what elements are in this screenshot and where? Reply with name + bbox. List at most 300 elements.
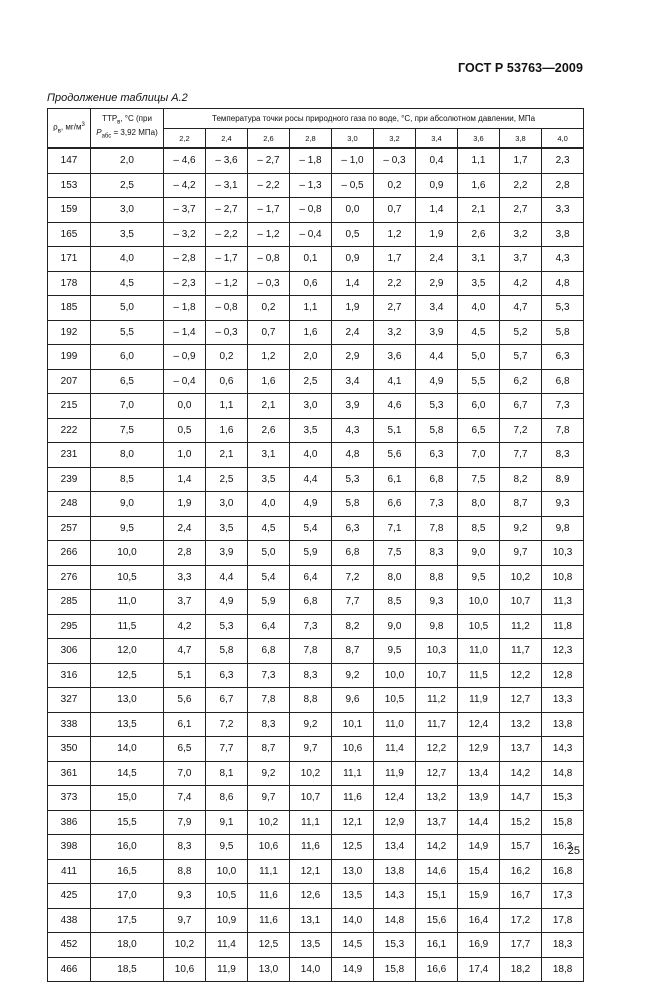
dew-point-cell: 4,2	[164, 614, 206, 639]
dew-point-cell: 1,9	[332, 296, 374, 321]
dew-point-cell: 17,8	[542, 908, 584, 933]
dew-point-cell: 5,1	[164, 663, 206, 688]
dew-point-cell: 9,7	[290, 737, 332, 762]
concentration-cell: 361	[48, 761, 91, 786]
dew-point-cell: 2,7	[500, 198, 542, 223]
dew-point-cell: – 3,2	[164, 222, 206, 247]
concentration-cell: 386	[48, 810, 91, 835]
dew-point-cell: 7,5	[374, 541, 416, 566]
dew-point-cell: – 1,0	[332, 148, 374, 173]
dew-point-cell: 10,6	[164, 957, 206, 982]
dew-point-cell: 11,6	[290, 835, 332, 860]
dew-point-cell: – 2,8	[164, 247, 206, 272]
hydrocarbon-dew-point-cell: 13,0	[91, 688, 164, 713]
hydrocarbon-dew-point-cell: 18,0	[91, 933, 164, 958]
dew-point-cell: 4,7	[164, 639, 206, 664]
dew-point-cell: 13,8	[542, 712, 584, 737]
hydrocarbon-dew-point-cell: 8,5	[91, 467, 164, 492]
hydrocarbon-dew-point-cell: 2,5	[91, 173, 164, 198]
dew-point-cell: 2,1	[248, 394, 290, 419]
dew-point-cell: 4,4	[416, 345, 458, 370]
table-row	[48, 590, 584, 615]
dew-point-cell: 17,3	[542, 884, 584, 909]
dew-point-cell: 8,7	[332, 639, 374, 664]
concentration-cell: 411	[48, 859, 91, 884]
dew-point-cell: 5,8	[206, 639, 248, 664]
dew-point-cell: 13,4	[374, 835, 416, 860]
dew-point-cell: 7,4	[164, 786, 206, 811]
dew-point-cell: 1,9	[164, 492, 206, 517]
dew-point-cell: 2,1	[458, 198, 500, 223]
hydrocarbon-dew-point-cell: 17,0	[91, 884, 164, 909]
table-row	[48, 148, 584, 173]
dew-point-cell: 14,0	[332, 908, 374, 933]
dew-point-cell: – 1,7	[206, 247, 248, 272]
dew-point-cell: 8,5	[374, 590, 416, 615]
dew-point-cell: 6,3	[332, 516, 374, 541]
concentration-cell: 171	[48, 247, 91, 272]
pressure-header-cell: 3,4	[416, 129, 458, 149]
dew-point-cell: 1,6	[290, 320, 332, 345]
dew-point-cell: 8,7	[500, 492, 542, 517]
hydrocarbon-dew-point-cell: 10,5	[91, 565, 164, 590]
dew-point-cell: 1,6	[206, 418, 248, 443]
dew-point-cell: 11,6	[248, 884, 290, 909]
hydrocarbon-dew-point-cell: 14,0	[91, 737, 164, 762]
dew-point-cell: 11,2	[416, 688, 458, 713]
hydrocarbon-dew-point-cell: 15,5	[91, 810, 164, 835]
dew-point-cell: – 0,8	[290, 198, 332, 223]
dew-point-cell: 10,6	[332, 737, 374, 762]
dew-point-cell: 5,8	[542, 320, 584, 345]
dew-point-cell: 0,5	[332, 222, 374, 247]
dew-point-cell: 6,1	[164, 712, 206, 737]
hydrocarbon-dew-point-cell: 4,0	[91, 247, 164, 272]
concentration-cell: 438	[48, 908, 91, 933]
table-row	[48, 443, 584, 468]
dew-point-cell: 9,3	[164, 884, 206, 909]
dew-point-cell: 1,2	[374, 222, 416, 247]
dew-point-cell: 7,2	[332, 565, 374, 590]
dew-point-cell: 16,2	[500, 859, 542, 884]
dew-point-cell: 4,0	[248, 492, 290, 517]
concentration-cell: 165	[48, 222, 91, 247]
table-row	[48, 394, 584, 419]
dew-point-cell: 0,4	[416, 148, 458, 173]
dew-point-cell: 3,4	[332, 369, 374, 394]
dew-point-cell: 4,5	[248, 516, 290, 541]
dew-point-cell: – 0,5	[332, 173, 374, 198]
dew-point-cell: 9,7	[248, 786, 290, 811]
hydrocarbon-dew-point-cell: 7,0	[91, 394, 164, 419]
dew-point-cell: 11,3	[542, 590, 584, 615]
dew-point-cell: 1,0	[164, 443, 206, 468]
dew-point-cell: 7,2	[500, 418, 542, 443]
dew-point-cell: 5,4	[248, 565, 290, 590]
dew-point-cell: 6,6	[374, 492, 416, 517]
concentration-cell: 222	[48, 418, 91, 443]
dew-point-cell: 9,7	[164, 908, 206, 933]
dew-point-cell: 14,3	[374, 884, 416, 909]
dew-point-cell: 1,9	[416, 222, 458, 247]
dew-point-cell: 6,3	[416, 443, 458, 468]
dew-point-cell: 13,5	[290, 933, 332, 958]
dew-point-cell: 10,2	[500, 565, 542, 590]
dew-point-cell: 4,2	[500, 271, 542, 296]
dew-point-cell: 6,8	[542, 369, 584, 394]
header-concentration: $\rho_в$, $мг/м^3$	[48, 109, 91, 149]
dew-point-cell: 6,8	[332, 541, 374, 566]
dew-point-cell: 12,7	[416, 761, 458, 786]
concentration-cell: 306	[48, 639, 91, 664]
dew-point-cell: 0,1	[290, 247, 332, 272]
dew-point-cell: 9,6	[332, 688, 374, 713]
dew-point-cell: – 1,4	[164, 320, 206, 345]
dew-point-cell: 13,2	[416, 786, 458, 811]
table-row	[48, 810, 584, 835]
dew-point-cell: 8,3	[248, 712, 290, 737]
dew-point-cell: – 2,2	[248, 173, 290, 198]
dew-point-cell: 1,7	[500, 148, 542, 173]
dew-point-cell: – 1,2	[248, 222, 290, 247]
dew-point-cell: 0,0	[164, 394, 206, 419]
table-row	[48, 712, 584, 737]
header-dew-point-by-pressure: Температура точки росы природного газа по воде, °С, при абсолютном давлении, МПа	[164, 109, 584, 129]
dew-point-cell: 3,9	[416, 320, 458, 345]
concentration-cell: 178	[48, 271, 91, 296]
dew-point-cell: 7,3	[416, 492, 458, 517]
dew-point-cell: 4,4	[206, 565, 248, 590]
dew-point-cell: 5,1	[374, 418, 416, 443]
dew-point-cell: 9,2	[290, 712, 332, 737]
dew-point-cell: 11,7	[416, 712, 458, 737]
dew-point-cell: 9,2	[500, 516, 542, 541]
dew-point-cell: 11,7	[500, 639, 542, 664]
dew-point-cell: 10,0	[374, 663, 416, 688]
dew-point-cell: 3,2	[500, 222, 542, 247]
dew-point-cell: 1,4	[416, 198, 458, 223]
dew-point-cell: 3,0	[290, 394, 332, 419]
dew-point-cell: 0,2	[374, 173, 416, 198]
dew-point-cell: 3,5	[248, 467, 290, 492]
dew-point-cell: 4,1	[374, 369, 416, 394]
concentration-cell: 338	[48, 712, 91, 737]
table-row	[48, 639, 584, 664]
dew-point-cell: 11,9	[374, 761, 416, 786]
dew-point-cell: 7,0	[164, 761, 206, 786]
document-code: ГОСТ Р 53763—2009	[457, 61, 583, 75]
dew-point-cell: 8,0	[458, 492, 500, 517]
dew-point-cell: 1,4	[332, 271, 374, 296]
dew-point-cell: 10,5	[458, 614, 500, 639]
dew-point-cell: 11,2	[500, 614, 542, 639]
dew-point-cell: 14,3	[542, 737, 584, 762]
dew-point-cell: 10,2	[164, 933, 206, 958]
dew-point-cell: 12,4	[458, 712, 500, 737]
dew-point-cell: 1,2	[248, 345, 290, 370]
dew-point-cell: 9,5	[206, 835, 248, 860]
concentration-cell: 147	[48, 148, 91, 173]
dew-point-cell: 6,7	[206, 688, 248, 713]
dew-point-cell: 7,0	[458, 443, 500, 468]
dew-point-cell: 9,2	[332, 663, 374, 688]
hydrocarbon-dew-point-cell: 16,5	[91, 859, 164, 884]
dew-point-cell: 6,1	[374, 467, 416, 492]
dew-point-cell: 13,0	[248, 957, 290, 982]
dew-point-cell: 4,6	[374, 394, 416, 419]
concentration-cell: 466	[48, 957, 91, 982]
dew-point-cell: 6,7	[500, 394, 542, 419]
hydrocarbon-dew-point-cell: 5,5	[91, 320, 164, 345]
dew-point-cell: 6,4	[290, 565, 332, 590]
dew-point-cell: – 4,6	[164, 148, 206, 173]
hydrocarbon-dew-point-cell: 17,5	[91, 908, 164, 933]
dew-point-cell: 3,5	[206, 516, 248, 541]
dew-point-cell: 6,8	[416, 467, 458, 492]
dew-point-cell: 13,7	[416, 810, 458, 835]
dew-point-cell: 10,5	[206, 884, 248, 909]
dew-point-cell: 7,8	[290, 639, 332, 664]
dew-point-cell: 10,3	[416, 639, 458, 664]
dew-point-cell: 3,0	[206, 492, 248, 517]
dew-point-cell: 11,1	[290, 810, 332, 835]
dew-point-cell: 13,7	[500, 737, 542, 762]
dew-point-cell: 3,1	[458, 247, 500, 272]
dew-point-cell: 15,2	[500, 810, 542, 835]
concentration-cell: 153	[48, 173, 91, 198]
table-row	[48, 541, 584, 566]
dew-point-cell: 12,7	[500, 688, 542, 713]
hydrocarbon-dew-point-cell: 4,5	[91, 271, 164, 296]
dew-point-cell: 15,8	[374, 957, 416, 982]
dew-point-cell: 3,3	[542, 198, 584, 223]
dew-point-cell: 18,2	[500, 957, 542, 982]
dew-point-cell: 7,8	[542, 418, 584, 443]
dew-point-cell: 12,6	[290, 884, 332, 909]
dew-point-cell: 17,7	[500, 933, 542, 958]
dew-point-cell: 4,9	[290, 492, 332, 517]
dew-point-cell: 7,7	[500, 443, 542, 468]
hydrocarbon-dew-point-cell: 7,5	[91, 418, 164, 443]
concentration-cell: 266	[48, 541, 91, 566]
dew-point-cell: 13,0	[332, 859, 374, 884]
dew-point-cell: 9,0	[458, 541, 500, 566]
dew-point-cell: 15,4	[458, 859, 500, 884]
dew-point-cell: 2,5	[290, 369, 332, 394]
concentration-cell: 192	[48, 320, 91, 345]
hydrocarbon-dew-point-cell: 3,0	[91, 198, 164, 223]
dew-point-cell: 4,0	[290, 443, 332, 468]
dew-point-cell: 2,9	[416, 271, 458, 296]
hydrocarbon-dew-point-cell: 10,0	[91, 541, 164, 566]
dew-point-cell: – 2,7	[248, 148, 290, 173]
dew-point-cell: 8,3	[290, 663, 332, 688]
dew-point-cell: 2,4	[164, 516, 206, 541]
dew-point-cell: 10,9	[206, 908, 248, 933]
table-row	[48, 957, 584, 982]
dew-point-cell: 8,3	[164, 835, 206, 860]
dew-point-cell: 5,9	[290, 541, 332, 566]
table-row	[48, 933, 584, 958]
dew-point-cell: 7,9	[164, 810, 206, 835]
concentration-cell: 373	[48, 786, 91, 811]
dew-point-cell: 2,6	[458, 222, 500, 247]
concentration-cell: 239	[48, 467, 91, 492]
dew-point-cell: 10,2	[290, 761, 332, 786]
dew-point-cell: 8,7	[248, 737, 290, 762]
dew-point-cell: 2,0	[290, 345, 332, 370]
dew-point-cell: 15,7	[500, 835, 542, 860]
dew-point-cell: 8,9	[542, 467, 584, 492]
dew-point-cell: 9,0	[374, 614, 416, 639]
hydrocarbon-dew-point-cell: 2,0	[91, 148, 164, 173]
hydrocarbon-dew-point-cell: 12,5	[91, 663, 164, 688]
table-row	[48, 418, 584, 443]
dew-point-cell: 4,3	[542, 247, 584, 272]
dew-point-cell: 10,2	[248, 810, 290, 835]
dew-point-cell: 5,0	[248, 541, 290, 566]
dew-point-cell: 16,3	[542, 835, 584, 860]
table-row	[48, 320, 584, 345]
dew-point-cell: 5,6	[164, 688, 206, 713]
concentration-cell: 199	[48, 345, 91, 370]
dew-point-cell: 8,5	[458, 516, 500, 541]
dew-point-cell: – 3,6	[206, 148, 248, 173]
dew-point-cell: – 3,7	[164, 198, 206, 223]
dew-point-cell: 15,3	[374, 933, 416, 958]
dew-point-cell: 7,7	[206, 737, 248, 762]
concentration-cell: 295	[48, 614, 91, 639]
dew-point-cell: 9,1	[206, 810, 248, 835]
pressure-header-cell: 3,8	[500, 129, 542, 149]
table-row	[48, 345, 584, 370]
dew-point-cell: 3,3	[164, 565, 206, 590]
dew-point-cell: 7,7	[332, 590, 374, 615]
concentration-cell: 248	[48, 492, 91, 517]
dew-point-cell: 8,0	[374, 565, 416, 590]
dew-point-cell: 9,8	[542, 516, 584, 541]
hydrocarbon-dew-point-cell: 5,0	[91, 296, 164, 321]
dew-point-cell: 5,3	[206, 614, 248, 639]
dew-point-cell: 0,2	[248, 296, 290, 321]
hydrocarbon-dew-point-cell: 8,0	[91, 443, 164, 468]
dew-point-cell: 13,1	[290, 908, 332, 933]
dew-point-cell: 11,1	[248, 859, 290, 884]
dew-point-cell: 11,5	[458, 663, 500, 688]
dew-point-cell: 16,6	[416, 957, 458, 982]
dew-point-cell: 11,1	[332, 761, 374, 786]
hydrocarbon-dew-point-cell: 18,5	[91, 957, 164, 982]
dew-point-cell: 12,1	[332, 810, 374, 835]
dew-point-cell: 16,7	[500, 884, 542, 909]
dew-point-cell: 1,1	[458, 148, 500, 173]
dew-point-cell: 2,3	[542, 148, 584, 173]
dew-point-cell: 7,5	[458, 467, 500, 492]
dew-point-cell: 5,8	[332, 492, 374, 517]
dew-point-cell: 12,5	[332, 835, 374, 860]
hydrocarbon-dew-point-cell: 9,0	[91, 492, 164, 517]
table-row	[48, 737, 584, 762]
table-body	[48, 148, 584, 982]
concentration-cell: 398	[48, 835, 91, 860]
dew-point-cell: 0,7	[248, 320, 290, 345]
dew-point-cell: 7,1	[374, 516, 416, 541]
dew-point-cell: 2,2	[374, 271, 416, 296]
dew-point-cell: 14,5	[332, 933, 374, 958]
pressure-header-cell: 2,4	[206, 129, 248, 149]
dew-point-cell: 4,4	[290, 467, 332, 492]
dew-point-cell: 12,2	[500, 663, 542, 688]
table-row	[48, 296, 584, 321]
dew-point-cell: 9,3	[542, 492, 584, 517]
dew-point-cell: – 3,1	[206, 173, 248, 198]
dew-point-cell: 1,6	[458, 173, 500, 198]
dew-point-cell: 11,0	[458, 639, 500, 664]
dew-point-cell: 15,9	[458, 884, 500, 909]
dew-point-cell: 3,5	[458, 271, 500, 296]
dew-point-cell: 16,9	[458, 933, 500, 958]
dew-point-cell: 16,4	[458, 908, 500, 933]
dew-point-cell: 13,2	[500, 712, 542, 737]
dew-point-cell: 3,1	[248, 443, 290, 468]
dew-point-cell: 5,4	[290, 516, 332, 541]
hydrocarbon-dew-point-cell: 14,5	[91, 761, 164, 786]
dew-point-cell: 2,5	[206, 467, 248, 492]
dew-point-cell: 15,6	[416, 908, 458, 933]
dew-point-cell: 0,7	[374, 198, 416, 223]
hydrocarbon-dew-point-cell: 6,0	[91, 345, 164, 370]
header-hydrocarbon-dew-point: $ТТР_в$, °С (при $Р_{абс} = 3,92$ МПа)	[91, 109, 164, 149]
dew-point-cell: 10,8	[542, 565, 584, 590]
dew-point-cell: 0,6	[290, 271, 332, 296]
dew-point-cell: – 2,7	[206, 198, 248, 223]
dew-point-cell: 5,0	[458, 345, 500, 370]
dew-point-cell: 8,8	[290, 688, 332, 713]
pressure-header-cell: 2,6	[248, 129, 290, 149]
dew-point-cell: 14,7	[500, 786, 542, 811]
dew-point-cell: 18,3	[542, 933, 584, 958]
dew-point-cell: 0,9	[416, 173, 458, 198]
dew-point-cell: – 1,7	[248, 198, 290, 223]
table-row	[48, 173, 584, 198]
concentration-cell: 316	[48, 663, 91, 688]
table-row	[48, 247, 584, 272]
dew-point-cell: – 1,3	[290, 173, 332, 198]
dew-point-cell: 5,6	[374, 443, 416, 468]
dew-point-cell: 2,8	[542, 173, 584, 198]
dew-point-cell: 6,0	[458, 394, 500, 419]
dew-point-cell: 5,2	[500, 320, 542, 345]
concentration-cell: 185	[48, 296, 91, 321]
dew-point-cell: 11,4	[206, 933, 248, 958]
concentration-cell: 327	[48, 688, 91, 713]
dew-point-cell: 4,5	[458, 320, 500, 345]
dew-point-cell: 11,9	[206, 957, 248, 982]
dew-point-cell: 11,4	[374, 737, 416, 762]
dew-point-cell: 6,8	[290, 590, 332, 615]
dew-point-cell: 13,3	[542, 688, 584, 713]
dew-point-cell: – 0,9	[164, 345, 206, 370]
dew-point-cell: 2,1	[206, 443, 248, 468]
dew-point-cell: 1,7	[374, 247, 416, 272]
dew-point-cell: 3,9	[206, 541, 248, 566]
concentration-cell: 231	[48, 443, 91, 468]
table-row	[48, 222, 584, 247]
dew-point-cell: 10,7	[290, 786, 332, 811]
dew-point-cell: 11,6	[248, 908, 290, 933]
table-row	[48, 884, 584, 909]
dew-point-cell: 4,9	[416, 369, 458, 394]
